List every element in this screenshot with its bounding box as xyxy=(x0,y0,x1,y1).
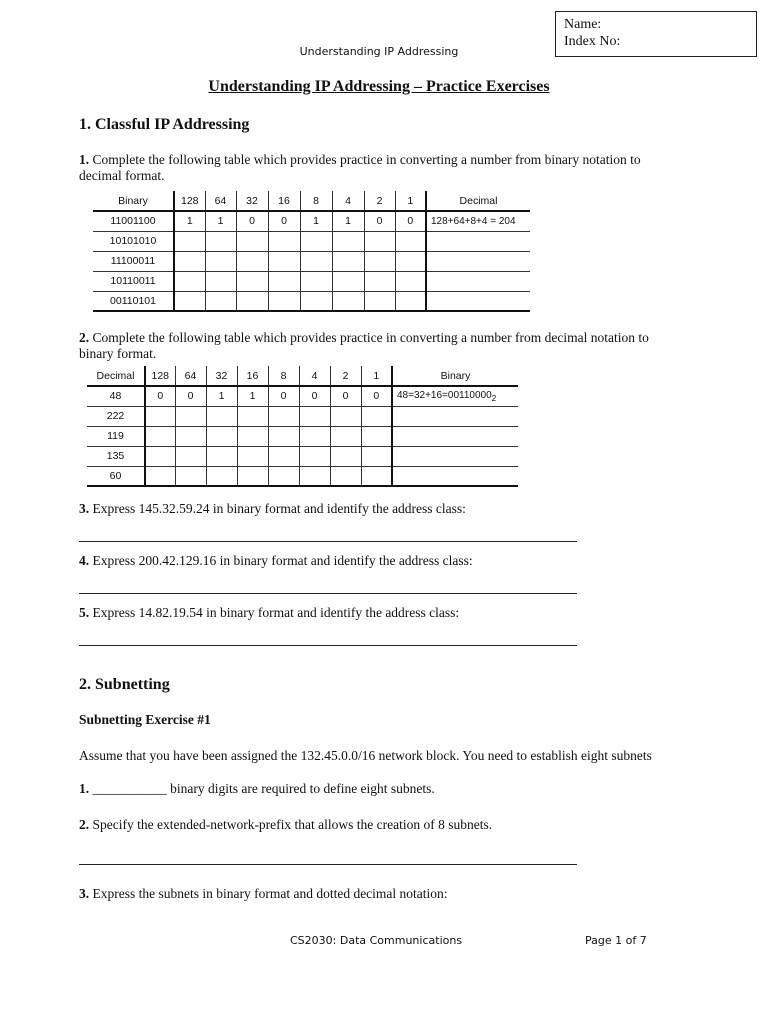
table-cell: 0 xyxy=(395,211,426,231)
table-cell: 48 xyxy=(87,386,145,406)
table-cell xyxy=(361,466,392,486)
table-cell xyxy=(300,231,332,251)
table-cell xyxy=(364,231,395,251)
table-header-cell: Binary xyxy=(93,191,174,211)
table-cell xyxy=(361,426,392,446)
table-row xyxy=(87,426,518,446)
table-cell xyxy=(174,291,205,311)
table-cell xyxy=(145,426,175,446)
index-label: Index No: xyxy=(564,34,621,49)
binary-to-decimal-table xyxy=(93,191,530,312)
q1-text xyxy=(79,152,679,184)
table-row xyxy=(93,271,530,291)
table-cell: 222 xyxy=(87,406,145,426)
table-cell xyxy=(299,446,330,466)
table-cell xyxy=(236,271,268,291)
table-cell xyxy=(205,271,236,291)
footer-page-number: Page 1 of 7 xyxy=(585,934,647,947)
table-cell: 60 xyxy=(87,466,145,486)
table-header-cell: 2 xyxy=(364,191,395,211)
table-cell xyxy=(145,446,175,466)
q4-body: Express 200.42.129.16 in binary format and identify the address class: xyxy=(89,553,473,568)
table-header-row xyxy=(93,191,530,211)
table-cell xyxy=(330,446,361,466)
q2-num: 2. xyxy=(79,330,90,345)
table-cell xyxy=(205,231,236,251)
table-header-cell: 64 xyxy=(175,366,206,386)
table-cell xyxy=(364,291,395,311)
table-header-cell: 128 xyxy=(145,366,175,386)
section1-heading: 1. Classful IP Addressing xyxy=(79,116,250,133)
table-cell xyxy=(364,251,395,271)
table-cell xyxy=(237,446,268,466)
s2-q2-num: 2. xyxy=(79,817,90,832)
table-cell xyxy=(268,251,300,271)
table-cell xyxy=(174,271,205,291)
table-row xyxy=(87,466,518,486)
table-cell: 11100011 xyxy=(93,251,174,271)
q5-text xyxy=(79,605,679,621)
table-cell: 1 xyxy=(237,386,268,406)
table-cell xyxy=(300,291,332,311)
table-cell: 135 xyxy=(87,446,145,466)
table-cell xyxy=(236,231,268,251)
q4-num: 4. xyxy=(79,553,90,568)
table-cell xyxy=(426,291,530,311)
answer-line-q5 xyxy=(79,645,577,646)
table-header-cell: 8 xyxy=(300,191,332,211)
table-cell xyxy=(392,446,518,466)
binary-result: 48=32+16=00110000 xyxy=(397,389,492,401)
table-cell xyxy=(361,446,392,466)
table-cell xyxy=(332,291,364,311)
table-cell: 0 xyxy=(145,386,175,406)
table-cell xyxy=(205,251,236,271)
subnet-intro: Assume that you have been assigned the 132.45.0.0/16 network block. You need to establish eight subnets xyxy=(79,748,652,763)
table-cell xyxy=(205,291,236,311)
s2-q2-body: Specify the extended-network-prefix that allows the creation of 8 subnets. xyxy=(89,817,493,832)
table-header-cell: 16 xyxy=(237,366,268,386)
q4-text xyxy=(79,553,679,569)
table-header-cell: 8 xyxy=(268,366,299,386)
s2-q2-text xyxy=(79,817,679,833)
q5-body: Express 14.82.19.54 in binary format and identify the address class: xyxy=(89,605,460,620)
answer-line-q3 xyxy=(79,541,577,542)
table-row xyxy=(87,406,518,426)
table-cell xyxy=(395,231,426,251)
table-header-cell: 4 xyxy=(332,191,364,211)
table-header-cell: 32 xyxy=(206,366,237,386)
table-cell xyxy=(426,231,530,251)
table-cell xyxy=(175,446,206,466)
q1-body: Complete the following table which provides practice in converting a number from binary notation to decimal format. xyxy=(79,152,641,183)
table-cell xyxy=(206,406,237,426)
table-cell xyxy=(332,231,364,251)
running-head: Understanding IP Addressing xyxy=(299,45,459,58)
table-cell: 1 xyxy=(206,386,237,406)
q3-text xyxy=(79,501,679,517)
table-cell: 1 xyxy=(205,211,236,231)
footer-course: CS2030: Data Communications xyxy=(290,934,463,947)
s2-q3-num: 3. xyxy=(79,886,90,901)
s2-q3-text xyxy=(79,886,679,902)
table-cell xyxy=(426,251,530,271)
table-cell xyxy=(392,386,518,406)
table-row xyxy=(87,386,518,406)
table-cell xyxy=(175,406,206,426)
table-cell: 0 xyxy=(175,386,206,406)
table-header-cell: 1 xyxy=(361,366,392,386)
table-cell xyxy=(332,251,364,271)
table-cell xyxy=(268,231,300,251)
table-cell xyxy=(206,446,237,466)
table-header-cell: 1 xyxy=(395,191,426,211)
table-cell xyxy=(145,406,175,426)
table-cell xyxy=(237,466,268,486)
page-title: Understanding IP Addressing – Practice Exercises xyxy=(208,78,550,95)
table-cell: 0 xyxy=(268,211,300,231)
table-cell xyxy=(237,426,268,446)
table-cell: 128+64+8+4 = 204 xyxy=(426,211,530,231)
table-row xyxy=(87,446,518,466)
table-row xyxy=(93,211,530,231)
table-header-cell: Decimal xyxy=(426,191,530,211)
table-cell xyxy=(300,251,332,271)
table-row xyxy=(93,231,530,251)
table-cell xyxy=(330,406,361,426)
name-label: Name: xyxy=(564,17,602,32)
table-cell xyxy=(300,271,332,291)
exercise-title: Subnetting Exercise #1 xyxy=(79,712,211,727)
table-row xyxy=(93,291,530,311)
table-cell xyxy=(268,406,299,426)
q3-body: Express 145.32.59.24 in binary format and identify the address class: xyxy=(89,501,466,516)
table-cell: 10110011 xyxy=(93,271,174,291)
table-cell: 1 xyxy=(332,211,364,231)
table-cell: 0 xyxy=(236,211,268,231)
table-header-cell: 32 xyxy=(236,191,268,211)
table-cell: 1 xyxy=(174,211,205,231)
table-cell: 11001100 xyxy=(93,211,174,231)
table-cell xyxy=(330,426,361,446)
table-cell xyxy=(268,426,299,446)
table-cell xyxy=(392,426,518,446)
decimal-to-binary-table xyxy=(87,366,518,487)
q5-num: 5. xyxy=(79,605,90,620)
table-header-cell: 2 xyxy=(330,366,361,386)
table-cell xyxy=(268,271,300,291)
answer-line-s2-q2 xyxy=(79,864,577,865)
s2-q3-body: Express the subnets in binary format and dotted decimal notation: xyxy=(89,886,448,901)
answer-line-q4 xyxy=(79,593,577,594)
table-header-cell: Decimal xyxy=(87,366,145,386)
table-cell xyxy=(299,426,330,446)
table-cell xyxy=(392,406,518,426)
table-cell xyxy=(236,251,268,271)
table-cell xyxy=(206,426,237,446)
table-cell: 1 xyxy=(300,211,332,231)
section2-heading: 2. Subnetting xyxy=(79,676,170,693)
table-cell xyxy=(299,406,330,426)
table-cell xyxy=(268,291,300,311)
table-cell xyxy=(206,466,237,486)
q1-num: 1. xyxy=(79,152,90,167)
table-cell: 0 xyxy=(268,386,299,406)
table-row xyxy=(93,251,530,271)
table-cell xyxy=(236,291,268,311)
table-cell xyxy=(299,466,330,486)
table-header-cell: 128 xyxy=(174,191,205,211)
table-cell xyxy=(174,231,205,251)
q3-num: 3. xyxy=(79,501,90,516)
table-cell: 10101010 xyxy=(93,231,174,251)
s2-q1-body: ___________ binary digits are required to define eight subnets. xyxy=(89,781,435,796)
table-cell xyxy=(145,466,175,486)
table-cell xyxy=(426,271,530,291)
table-cell: 0 xyxy=(364,211,395,231)
table-cell xyxy=(395,291,426,311)
table-cell xyxy=(174,251,205,271)
table-header-row xyxy=(87,366,518,386)
table-header-cell: Binary xyxy=(392,366,518,386)
table-cell xyxy=(330,466,361,486)
table-header-cell: 4 xyxy=(299,366,330,386)
table-cell: 00110101 xyxy=(93,291,174,311)
table-cell xyxy=(361,406,392,426)
table-cell xyxy=(268,466,299,486)
table-cell xyxy=(395,271,426,291)
table-header-cell: 64 xyxy=(205,191,236,211)
table-cell xyxy=(175,426,206,446)
table-cell xyxy=(332,271,364,291)
table-cell xyxy=(364,271,395,291)
table-cell: 0 xyxy=(330,386,361,406)
table-cell xyxy=(175,466,206,486)
table-cell xyxy=(268,446,299,466)
table-cell: 0 xyxy=(361,386,392,406)
q2-body: Complete the following table which provides practice in converting a number from decimal notation to binary format. xyxy=(79,330,649,361)
q2-text xyxy=(79,330,679,362)
s2-q1-text xyxy=(79,781,679,797)
table-cell xyxy=(237,406,268,426)
table-header-cell: 16 xyxy=(268,191,300,211)
table-cell: 0 xyxy=(299,386,330,406)
table-cell xyxy=(395,251,426,271)
s2-q1-num: 1. xyxy=(79,781,90,796)
table-cell xyxy=(392,466,518,486)
table-cell: 119 xyxy=(87,426,145,446)
base-subscript: 2 xyxy=(491,392,497,403)
